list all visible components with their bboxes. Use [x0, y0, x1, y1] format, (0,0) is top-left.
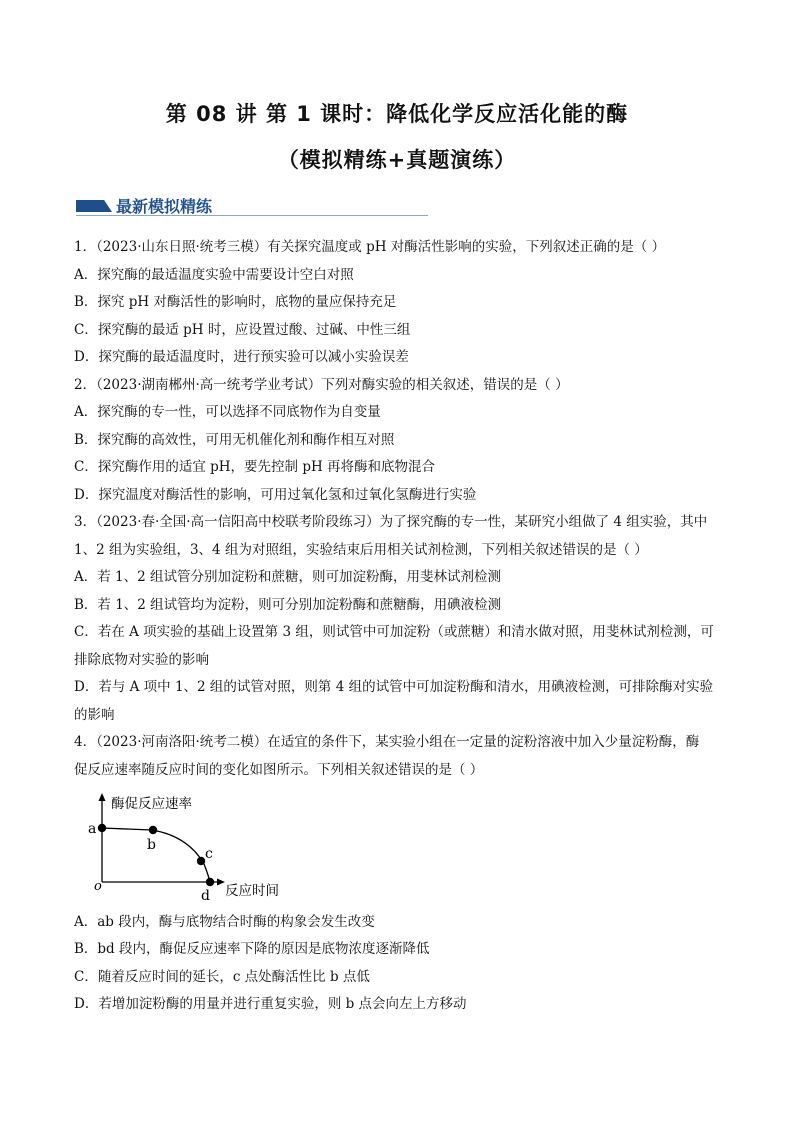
- q3-option-d-line2: 的影响: [74, 707, 115, 723]
- q4-option-a: A．ab 段内，酶与底物结合时酶的构象会发生改变: [74, 914, 375, 930]
- x-axis-arrow-icon: [217, 879, 225, 886]
- q3-stem-line2: 1、2 组为实验组，3、4 组为对照组，实验结束后用相关试剂检测，下列相关叙述错误的是（ ）: [74, 542, 648, 558]
- point-c-marker: [197, 857, 205, 865]
- q3-option-c-line1: C．若在 A 项实验的基础上设置第 3 组，则试管中可加淀粉（或蔗糖）和清水做对照，用斐林试剂检测，可: [74, 624, 714, 640]
- q3-option-c-line2: 排除底物对实验的影响: [74, 652, 209, 668]
- y-axis-arrow-icon: [99, 793, 106, 801]
- q4-stem-line1: 4．（2023·河南洛阳·统考二模）在适宜的条件下，某实验小组在一定量的淀粉溶液中加入少量淀粉酶，酶: [74, 734, 700, 750]
- origin-label: o: [94, 879, 102, 894]
- x-axis-label: 反应时间: [225, 883, 279, 899]
- point-a-label: a: [88, 821, 97, 837]
- q4-option-c: C．随着反应时间的延长，c 点处酶活性比 b 点低: [74, 969, 370, 985]
- reaction-rate-graph: [84, 792, 304, 904]
- reaction-rate-figure: [84, 792, 304, 904]
- q4-stem-line2: 促反应速率随反应时间的变化如图所示。下列相关叙述错误的是（ ）: [74, 762, 484, 778]
- q2-option-c: C．探究酶作用的适宜 pH，要先控制 pH 再将酶和底物混合: [74, 459, 436, 475]
- section-title: 最新模拟精练: [116, 197, 213, 216]
- q2-option-d: D．探究温度对酶活性的影响，可用过氧化氢和过氧化氢酶进行实验: [74, 487, 477, 503]
- q1-stem: 1．（2023·山东日照·统考三模）有关探究温度或 pH 对酶活性影响的实验，下列叙述正确的是（ ）: [74, 239, 666, 255]
- q1-option-b: B．探究 pH 对酶活性的影响时，底物的量应保持充足: [74, 294, 397, 310]
- page-subtitle: （模拟精练+真题演练）: [277, 148, 517, 172]
- q1-option-a: A．探究酶的最适温度实验中需要设计空白对照: [74, 267, 354, 283]
- q2-option-b: B．探究酶的高效性，可用无机催化剂和酶作相互对照: [74, 432, 395, 448]
- point-d-marker: [206, 878, 214, 886]
- page-title: 第 08 讲 第 1 课时：降低化学反应活化能的酶: [165, 102, 629, 126]
- section-marker-icon: [76, 200, 112, 212]
- q4-option-b: B．bd 段内，酶促反应速率下降的原因是底物浓度逐渐降低: [74, 941, 430, 957]
- q3-option-a: A．若 1、2 组试管分别加淀粉和蔗糖，则可加淀粉酶，用斐林试剂检测: [74, 569, 502, 585]
- point-a-marker: [98, 824, 106, 832]
- point-c-label: c: [205, 846, 213, 862]
- q1-option-c: C．探究酶的最适 pH 时，应设置过酸、过碱、中性三组: [74, 322, 411, 338]
- point-d-label: d: [201, 888, 210, 904]
- rate-curve: [102, 828, 210, 882]
- q3-option-d-line1: D．若与 A 项中 1、2 组的试管对照，则第 4 组的试管中可加淀粉酶和清水，用碘液检测，可排除酶对实验: [74, 679, 714, 695]
- q2-stem: 2．（2023·湖南郴州·高一统考学业考试）下列对酶实验的相关叙述，错误的是（ ）: [74, 377, 569, 393]
- q3-option-b: B．若 1、2 组试管均为淀粉，则可分别加淀粉酶和蔗糖酶，用碘液检测: [74, 597, 502, 613]
- y-axis-label: 酶促反应速率: [111, 796, 192, 812]
- point-b-label: b: [147, 837, 156, 853]
- q3-stem-line1: 3．（2023·春·全国·高一信阳高中校联考阶段练习）为了探究酶的专一性，某研究小组做了 4 组实验，其中: [74, 514, 708, 530]
- point-b-marker: [149, 826, 157, 834]
- q1-option-d: D．探究酶的最适温度时，进行预实验可以减小实验误差: [74, 349, 409, 365]
- q2-option-a: A．探究酶的专一性，可以选择不同底物作为自变量: [74, 404, 381, 420]
- q4-option-d: D．若增加淀粉酶的用量并进行重复实验，则 b 点会向左上方移动: [74, 996, 467, 1012]
- section-header: [76, 194, 428, 218]
